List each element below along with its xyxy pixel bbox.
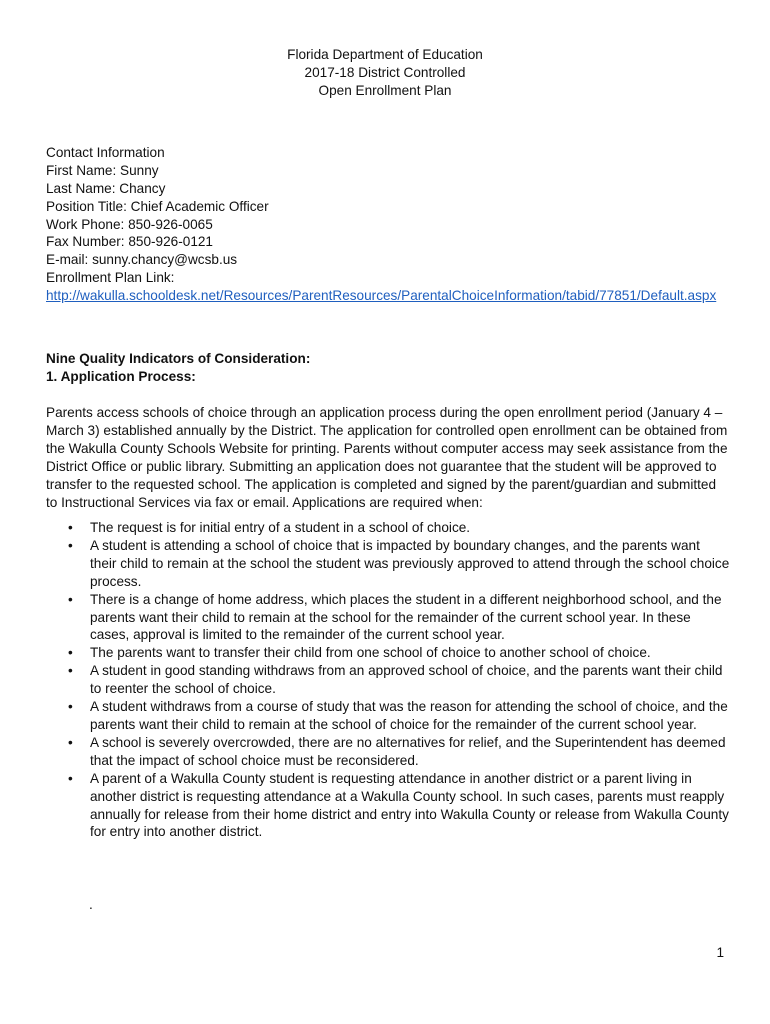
list-item: [46, 770, 730, 842]
list-item-text: The parents want to transfer their child from one school of choice to another school of choice.: [90, 645, 651, 661]
list-item-text: A school is severely overcrowded, there are no alternatives for relief, and the Superintendent has deemed that the impact of school choice must be reconsidered.: [90, 734, 726, 768]
contact-information: [46, 144, 736, 305]
bullet-glyph: •: [68, 770, 73, 786]
contact-work-phone: Work Phone: 850-926-0065: [46, 216, 213, 232]
list-item-text: A student withdraws from a course of study that was the reason for attending the school of choice, and the parents want their child to remain at the school of choice for the remainder of the current school year.: [90, 699, 728, 732]
trailing-period: .: [89, 897, 93, 912]
enrollment-plan-link-label: Enrollment Plan Link:: [46, 270, 175, 286]
application-requirements-list: [46, 519, 730, 841]
bullet-glyph: •: [68, 537, 73, 553]
enrollment-plan-link[interactable]: http://wakulla.schooldesk.net/Resources/ParentResources/ParentalChoiceInformation/tabid/77851/Default.aspx: [46, 288, 717, 304]
list-item: [46, 519, 730, 537]
list-item: [46, 734, 730, 770]
bullet-glyph: •: [68, 663, 73, 679]
list-item-text: A parent of a Wakulla County student is requesting attendance in another district or a parent living in another district is requesting attendance at a Wakulla County school. In such cases, parents must reapply annually for release from their home district and entry into Wakulla County or release from Wakulla County for entry into another district.: [90, 770, 729, 840]
section-subtitle: 1. Application Process:: [46, 368, 196, 384]
contact-heading: Contact Information: [46, 145, 165, 160]
bullet-glyph: •: [68, 734, 73, 750]
contact-position: Position Title: Chief Academic Officer: [46, 198, 269, 214]
list-item-text: A student in good standing withdraws from an approved school of choice, and the parents want their child to reenter the school of choice.: [90, 663, 723, 697]
list-item: [46, 591, 730, 645]
contact-email: E-mail: sunny.chancy@wcsb.us: [46, 252, 238, 268]
list-item-text: A student is attending a school of choice that is impacted by boundary changes, and the parents want their child to remain at the school the student was previously approved to attend through the school choice process.: [90, 537, 730, 589]
bullet-glyph: •: [68, 645, 73, 661]
contact-last-name: Last Name: Chancy: [46, 180, 166, 196]
header-year: 2017-18 District Controlled: [304, 64, 466, 80]
page-number: 1: [716, 945, 724, 960]
quality-indicators-section: [46, 350, 736, 386]
list-item: [46, 698, 730, 734]
bullet-glyph: •: [68, 699, 73, 715]
list-item: [46, 662, 730, 698]
document-header: [0, 46, 770, 100]
bullet-glyph: •: [68, 591, 73, 607]
contact-fax: Fax Number: 850-926-0121: [46, 234, 213, 250]
bullet-glyph: •: [68, 520, 73, 535]
header-title: Open Enrollment Plan: [318, 82, 452, 98]
list-item: [46, 537, 730, 591]
list-item-text: There is a change of home address, which places the student in a different neighborhood school, and the parents want their child to remain at the school for the remainder of the current school year. In these cases, approval is limited to the remainder of the current school year.: [90, 591, 722, 643]
section-title: Nine Quality Indicators of Consideration:: [46, 351, 311, 366]
list-item-text: The request is for initial entry of a student in a school of choice.: [90, 520, 471, 535]
application-process-paragraph: Parents access schools of choice through an application process during the open enrollment period (January 4 – March 3) established annually by the District. The application for controlled open enrollment can be obtained from the Wakulla County Schools Website for printing. Parents without computer access may seek assistance from the District Office or public library. Submitting an application does not guarantee that the student will be approved to transfer to the requested school. The application is completed and signed by the parent/guardian and submitted to Instructional Services via fax or email. Applications are required when:: [46, 405, 728, 510]
header-agency: Florida Department of Education: [287, 47, 483, 62]
list-item: [46, 644, 730, 662]
contact-first-name: First Name: Sunny: [46, 162, 159, 178]
